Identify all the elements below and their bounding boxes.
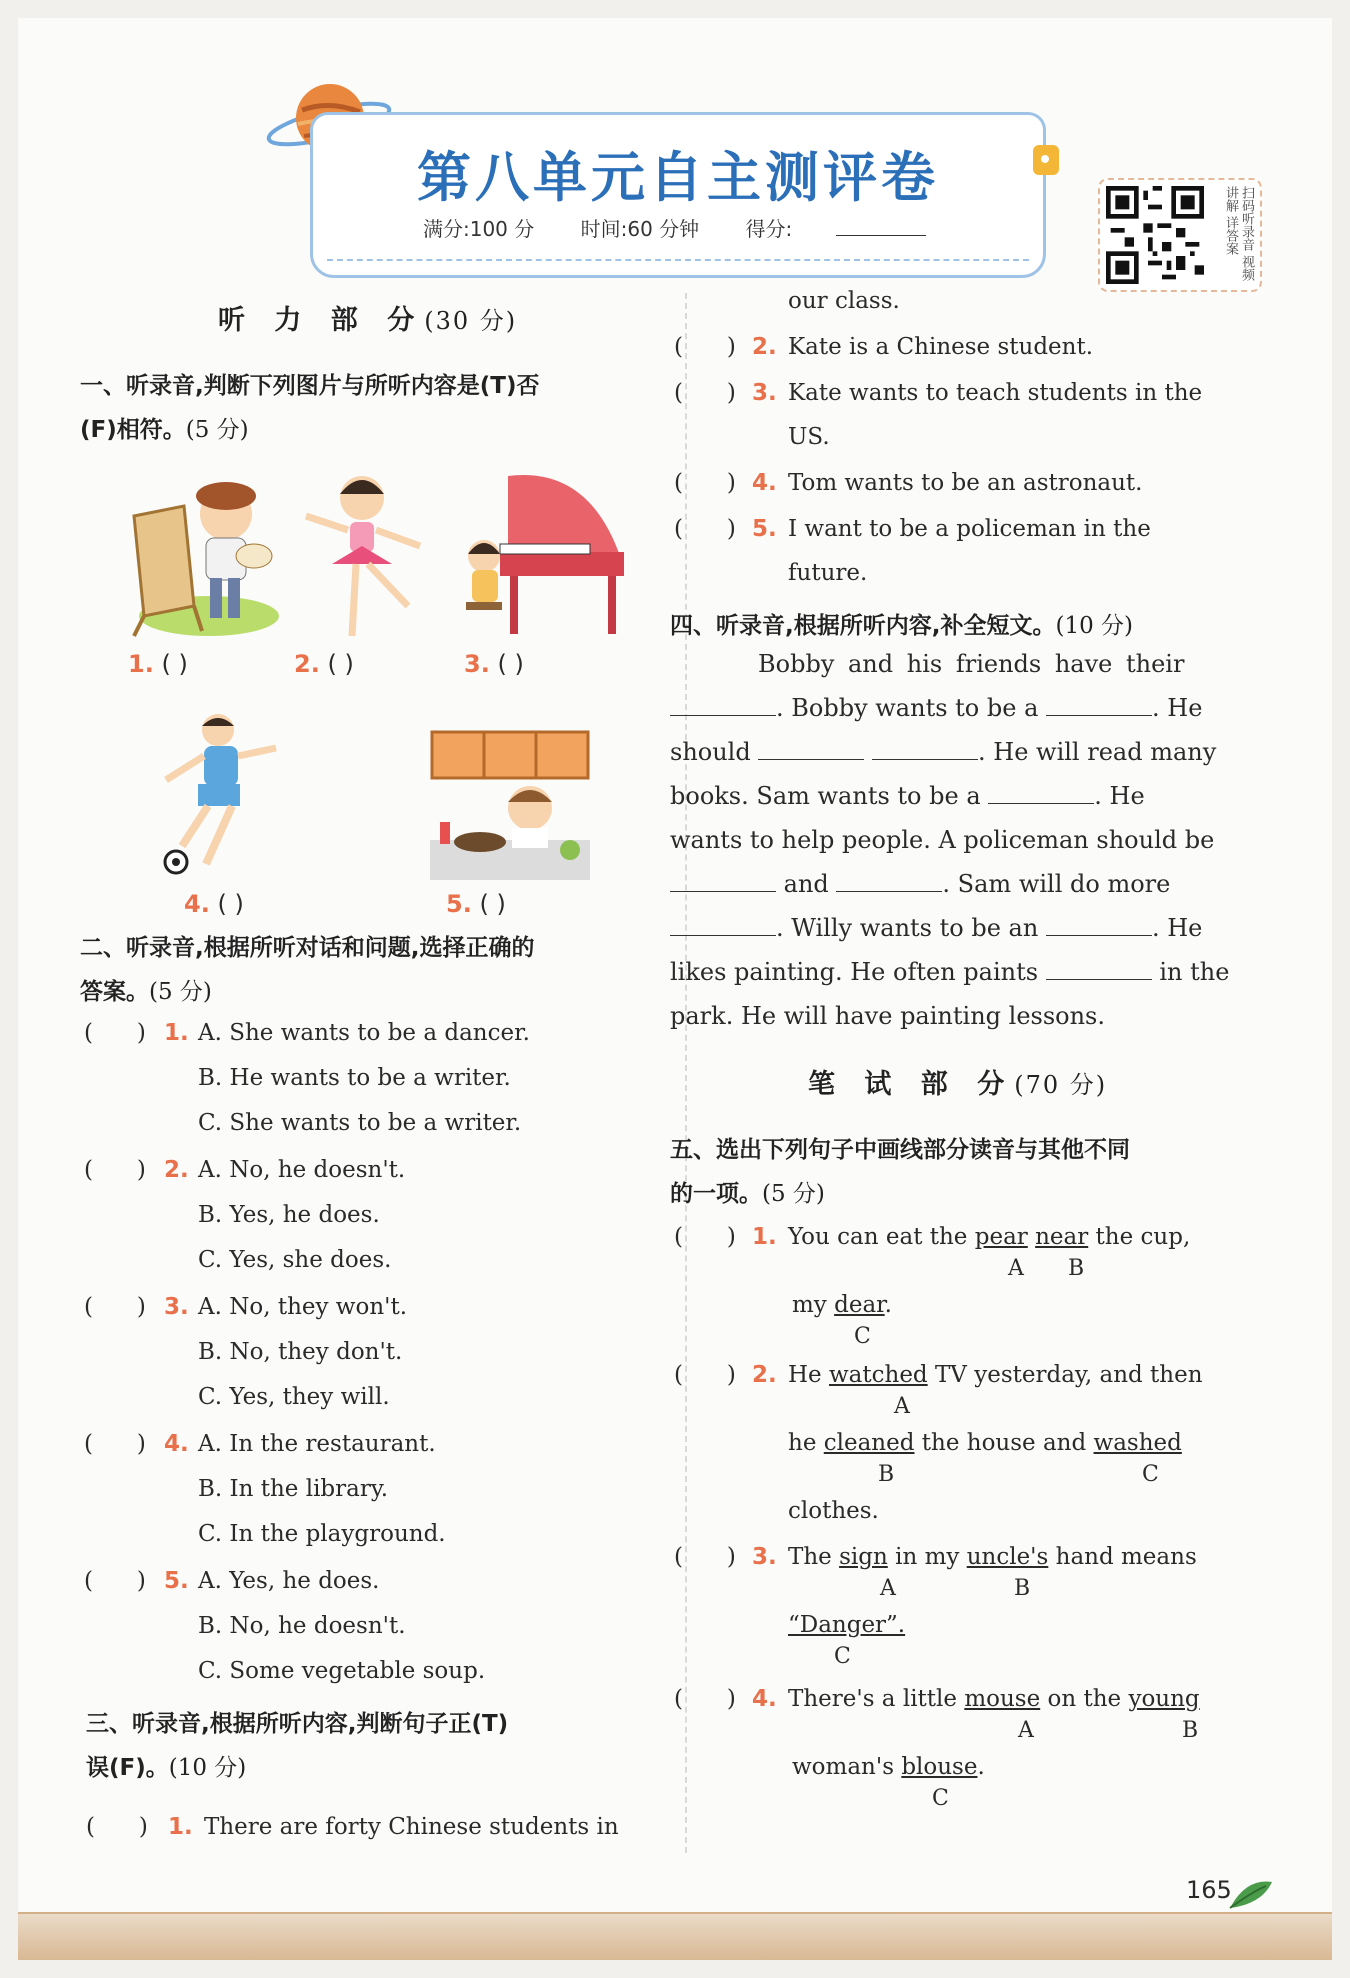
option-c: C. Yes, they will. <box>198 1384 390 1410</box>
q3-heading: 三、听录音,根据所听内容,判断句子正(T) 误(F)。(10 分) <box>86 1711 509 1781</box>
q3-item-5-text: I want to be a policeman in the <box>788 516 1151 542</box>
q1-item-2[interactable]: 2. ( ) <box>294 650 354 678</box>
answer-paren[interactable]: ( ) <box>674 1224 736 1250</box>
underlined-word: young <box>1128 1686 1200 1712</box>
blank-4[interactable] <box>872 739 978 760</box>
writing-section-title: 笔 试 部 分(70 分) <box>808 1069 1108 1100</box>
underlined-word: mouse <box>964 1686 1041 1712</box>
blank-5[interactable] <box>988 783 1094 804</box>
underlined-word: cleaned <box>823 1430 915 1456</box>
underlined-word: uncle's <box>966 1544 1049 1570</box>
answer-paren[interactable]: ( ) <box>674 1544 736 1570</box>
page-title: 第八单元自主测评卷 <box>417 146 939 209</box>
answer-paren[interactable]: ( ) <box>84 1568 146 1594</box>
leaf-icon <box>1226 1874 1276 1914</box>
option-c: C. Some vegetable soup. <box>198 1658 486 1684</box>
underlined-word: watched <box>828 1362 928 1388</box>
q1-item-4[interactable]: 4. ( ) <box>184 890 244 918</box>
answer-paren[interactable]: ( ) <box>674 470 736 496</box>
q3-item-3-text-cont: US. <box>788 424 830 450</box>
answer-paren[interactable]: ( ) <box>86 1814 148 1840</box>
q1-item-1[interactable]: 1. ( ) <box>128 650 188 678</box>
time-limit: 时间:60 分钟 <box>580 217 700 241</box>
cooking-boy-image <box>430 730 590 880</box>
full-score: 满分:100 分 <box>423 217 535 241</box>
answer-paren[interactable]: ( ) <box>84 1020 146 1046</box>
piano-girl-image <box>448 466 628 641</box>
answer-paren[interactable]: ( ) <box>674 334 736 360</box>
option-a: A. She wants to be a dancer. <box>198 1020 530 1046</box>
blank-6[interactable] <box>670 871 776 892</box>
underlined-word: washed <box>1093 1430 1182 1456</box>
football-boy-image <box>158 706 328 876</box>
option-c: C. Yes, she does. <box>198 1247 392 1273</box>
q1-heading: 一、听录音,判断下列图片与所听内容是(T)否 (F)相符。(5 分) <box>80 373 540 443</box>
blank-3[interactable] <box>758 739 864 760</box>
blank-8[interactable] <box>670 915 776 936</box>
header-tab <box>1033 145 1059 175</box>
underlined-word: “Danger”. <box>788 1612 906 1638</box>
underlined-word: pear <box>974 1224 1028 1250</box>
q3-item-5-text-cont: future. <box>788 560 868 586</box>
option-a: A. Yes, he does. <box>198 1568 380 1594</box>
q5-heading: 五、选出下列句子中画线部分读音与其他不同 的一项。(5 分) <box>670 1137 1130 1207</box>
exam-page: 第八单元自主测评卷 满分:100 分 时间:60 分钟 得分: 扫码听录音 视频讲解 详答案 听 力 部 分(30 分) 一、听录音,判断下列图片与所听内容是(T)否 (F)相符。(5 分) 1. ( ) 2. ( ) 3. ( ) 4. ( ) 5. ( ) 二、听录音,根据所听对话和问题,选择正确的 答案。(5 分) ( ) 1. A. She wants to be a dancer. B. He wants to be a writer. C. She wants to be a writer. ( ) 2. A. No, he doesn't. B. Yes, he does. C. Yes, she does. ( ) 3. A. No, they won't. B. No, they don't. C. Yes, they will. ( ) 4. A. In the restaurant. B. In the library. C. In the playground. ( ) 5. A. Yes, he does. B. No, he doesn't. C. Some vegetable soup. 三、听录音,根据所听内容,判断句子正(T) 误(F)。(10 分) ( ) 1. There are forty Chinese students in our class. ( ) 2. Kate is a Chinese student. ( ) 3. Kate wants to teach students in the US. ( ) 4. Tom wants to be an astronaut. ( ) 5. I want to be a policeman in the future. 四、听录音,根据所听内容,补全短文。(10 分) Bobby and his friends have their . Bobby wants to be a . He should . He will read many books. Sam wants to be a . He wants to help people. A policeman should be and . Sam will do more . Willy wants to be an . He likes painting. He often paints in the park. He will have painting lessons. 笔 试 部 分(70 分) 五、选出下列句子中画线部分读音与其他不同 的一项。(5 分) ( ) 1. You can eat the pear near the cup, A B my dear. C ( ) 2. He watched TV yesterday, and then A he cleaned the house and washed B C clothes. ( ) 3. The sign in my uncle's hand means A B “Danger”. C ( ) 4. There's a little mouse on the young A B woman's blouse. C 165 <box>18 18 1332 1960</box>
q3-item-4-text: Tom wants to be an astronaut. <box>788 470 1143 496</box>
answer-paren[interactable]: ( ) <box>674 1686 736 1712</box>
score-label: 得分: <box>745 217 793 241</box>
q3-item-1-text-cont: our class. <box>788 288 900 314</box>
qr-caption: 扫码听录音 视频讲解 详答案 <box>1223 186 1254 282</box>
blank-7[interactable] <box>836 871 942 892</box>
page-footer-band <box>18 1912 1332 1960</box>
blank-10[interactable] <box>1046 959 1152 980</box>
exam-header <box>310 112 1046 278</box>
answer-paren[interactable]: ( ) <box>84 1431 146 1457</box>
answer-paren[interactable]: ( ) <box>674 1362 736 1388</box>
q3-item-3-text: Kate wants to teach students in the <box>788 380 1203 406</box>
option-a: A. No, they won't. <box>198 1294 408 1320</box>
underlined-word: near <box>1035 1224 1089 1250</box>
painter-boy-image <box>114 466 284 641</box>
qr-code-icon[interactable] <box>1106 186 1204 284</box>
option-b: B. No, they don't. <box>198 1339 403 1365</box>
listening-section-title: 听 力 部 分(30 分) <box>218 305 518 336</box>
dancer-girl-image <box>298 466 428 646</box>
q1-item-5[interactable]: 5. ( ) <box>446 890 506 918</box>
exam-meta <box>423 213 1006 242</box>
answer-paren[interactable]: ( ) <box>84 1294 146 1320</box>
option-a: A. No, he doesn't. <box>198 1157 406 1183</box>
score-field[interactable] <box>746 217 967 241</box>
blank-9[interactable] <box>1046 915 1152 936</box>
option-b: B. No, he doesn't. <box>198 1613 406 1639</box>
option-c: C. In the playground. <box>198 1521 446 1547</box>
blank-1[interactable] <box>670 695 776 716</box>
qr-block <box>1098 178 1262 292</box>
option-b: B. Yes, he does. <box>198 1202 380 1228</box>
option-a: A. In the restaurant. <box>198 1431 436 1457</box>
q2-heading: 二、听录音,根据所听对话和问题,选择正确的 答案。(5 分) <box>80 935 535 1005</box>
blank-2[interactable] <box>1046 695 1152 716</box>
underlined-word: dear <box>834 1292 885 1318</box>
q1-item-3[interactable]: 3. ( ) <box>464 650 524 678</box>
page-number: 165 <box>1186 1876 1232 1904</box>
q4-heading: 四、听录音,根据所听内容,补全短文。(10 分) <box>670 613 1134 639</box>
answer-paren[interactable]: ( ) <box>674 516 736 542</box>
option-b: B. In the library. <box>198 1476 389 1502</box>
q3-item-1-text: There are forty Chinese students in <box>204 1814 619 1840</box>
answer-paren[interactable]: ( ) <box>84 1157 146 1183</box>
option-c: C. She wants to be a writer. <box>198 1110 522 1136</box>
underlined-word: blouse <box>901 1754 978 1780</box>
option-b: B. He wants to be a writer. <box>198 1065 511 1091</box>
answer-paren[interactable]: ( ) <box>674 380 736 406</box>
underlined-word: sign <box>839 1544 888 1570</box>
q3-item-2-text: Kate is a Chinese student. <box>788 334 1094 360</box>
